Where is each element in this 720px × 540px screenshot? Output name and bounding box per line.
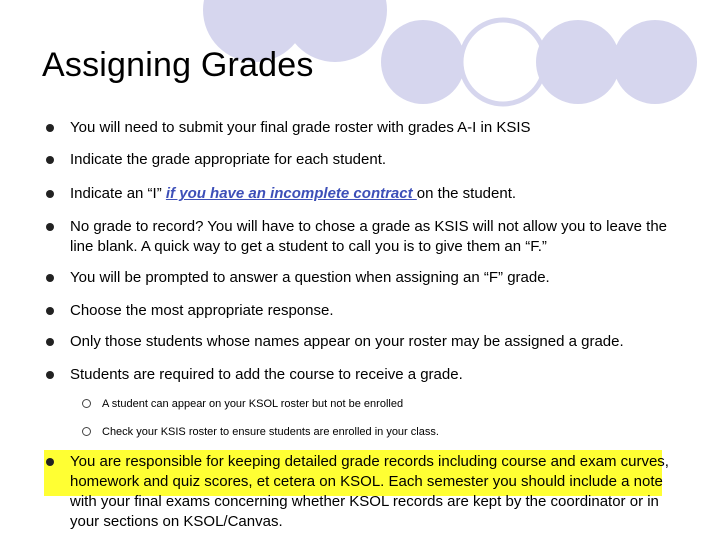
bullet-text: No grade to record? You will have to chose a grade as KSIS will not allow you to leave the line blank. A quick way to get a student to call you is to give them an “F.” [70, 218, 668, 255]
bullet-text: You are responsible for keeping detailed grade records including course and exam curves, homework and quiz scores, et cetera on KSOL. Each semester you should include a note with your final exams concerning whether KSOL records are kept by the coordinator or in your sections on KSOL/Canvas. [70, 453, 669, 530]
bullet-text-after: on the student. [416, 185, 517, 202]
bullet-dot-icon [46, 371, 54, 379]
bullet-text: You will need to submit your final grade roster with grades A-I in KSIS [70, 119, 531, 136]
sub-bullet-ring-icon [82, 427, 91, 436]
bullet-dot-icon [46, 458, 54, 466]
slide-title: Assigning Grades [42, 46, 314, 84]
bullet-text: Indicate the grade appropriate for each student. [70, 151, 387, 168]
bullet-text [70, 184, 670, 204]
incomplete-contract-link[interactable]: if you have an incomplete contract [165, 185, 417, 202]
sub-bullet-ring-icon [82, 399, 91, 408]
bullet-dot-icon [46, 190, 54, 198]
bullet-text: You will be prompted to answer a question when assigning an “F” grade. [70, 269, 550, 286]
bullet-text-before: Indicate an “I” [70, 185, 166, 202]
bullet-text: Students are required to add the course to receive a grade. [70, 366, 463, 383]
sub-bullet-text: A student can appear on your KSOL roster but not be enrolled [102, 398, 404, 410]
bullet-dot-icon [46, 338, 54, 346]
sub-bullet-text: Check your KSIS roster to ensure students are enrolled in your class. [102, 426, 439, 438]
bullet-text: Choose the most appropriate response. [70, 302, 334, 319]
bullet-dot-icon [46, 307, 54, 315]
bullet-dot-icon [46, 156, 54, 164]
bullet-dot-icon [46, 124, 54, 132]
bullet-text: Only those students whose names appear on your roster may be assigned a grade. [70, 333, 624, 350]
bullet-dot-icon [46, 223, 54, 231]
bullet-dot-icon [46, 274, 54, 282]
